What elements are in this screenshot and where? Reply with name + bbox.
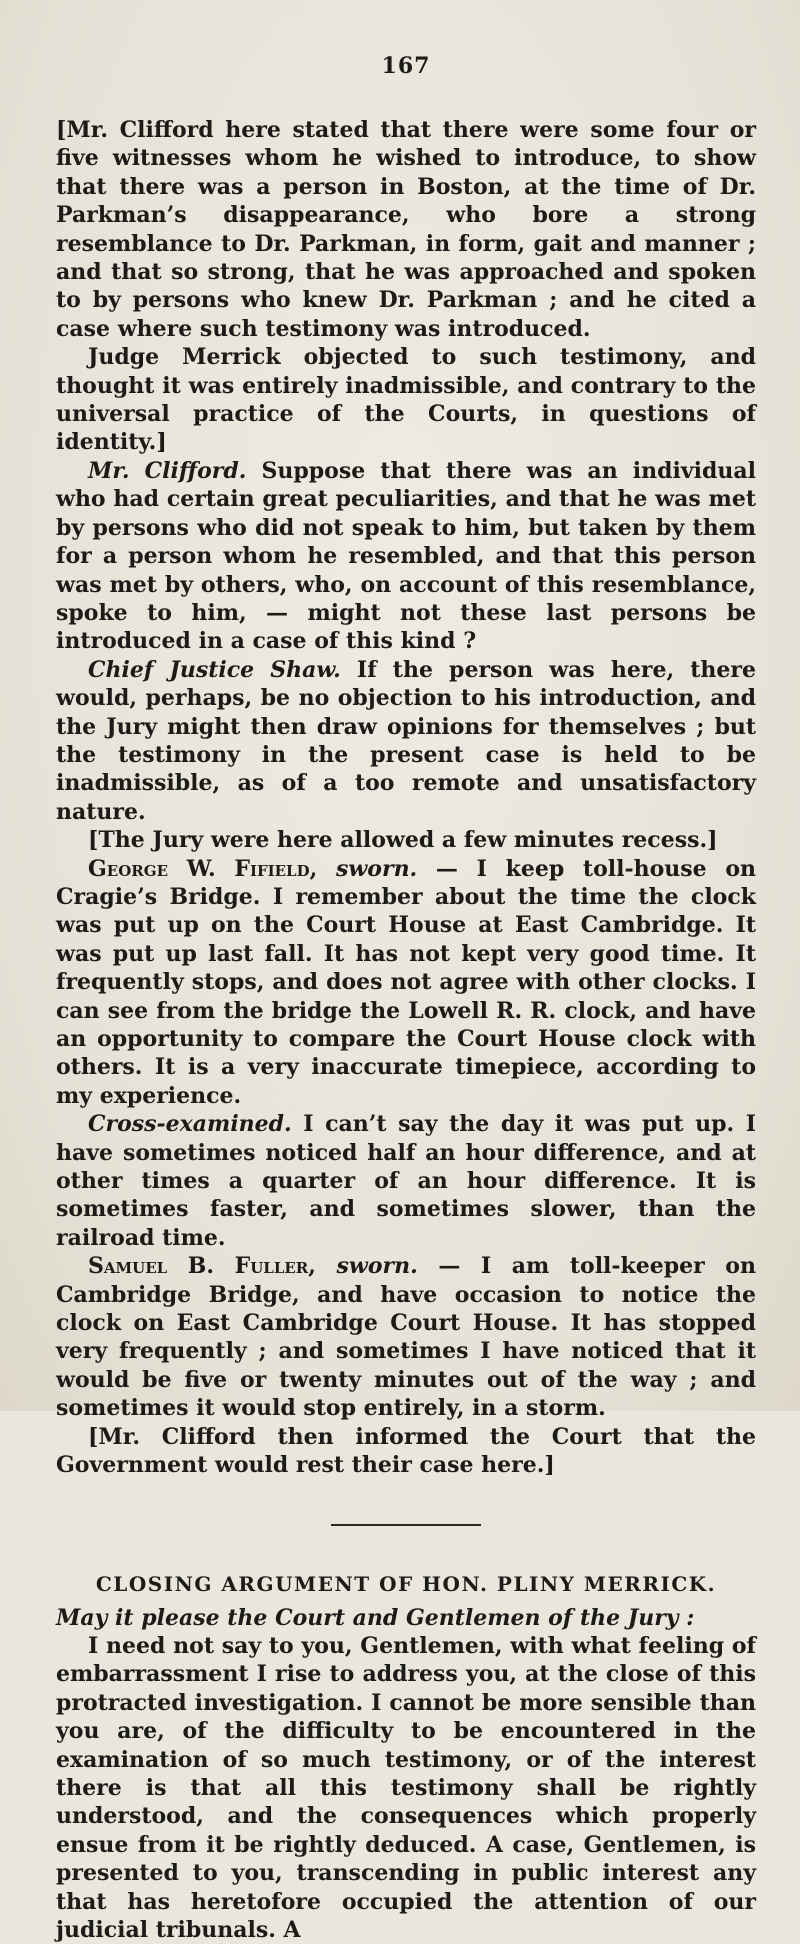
court-address: May it please the Court and Gentlemen of the Jury :	[56, 1604, 695, 1631]
paragraph-text: Suppose that there was an individual who had certain great peculiarities, and that he was met by persons who did not speak to him, but taken by them for a person whom he resembled, and that this person was met by others, who, on account of this resemblance, spoke to him, — might not these last persons be introduced in a case of this kind ?	[56, 457, 756, 655]
paragraph-text: If the person was here, there would, perhaps, be no objection to his introduction, and the Jury might then draw opinions for themselves ; but the testimony in the present case is held to be inadmissible, as of a too remote and unsatisfactory nature.	[56, 656, 757, 825]
paragraph-cross-examined	[56, 1110, 756, 1252]
paragraph-chief-justice	[56, 656, 756, 826]
witness-fifield: George W. Fifield,	[88, 855, 318, 882]
paragraph-merrick-objection: Judge Merrick objected to such testimony, and thought it was entirely inadmissible, and contrary to the universal practice of the Courts, in questions of identity.]	[56, 344, 756, 456]
speaker-chief-justice: Chief Justice Shaw.	[88, 656, 341, 683]
witness-fuller: Samuel B. Fuller,	[88, 1253, 316, 1280]
sworn-label: sworn.	[317, 855, 418, 882]
paragraph-fifield-testimony	[56, 855, 756, 1111]
paragraph-clifford-witnesses: [Mr. Clifford here stated that there were some four or five witnesses whom he wished to introduce, to show that there was a person in Boston, at the time of Dr. Parkman’s disappearance, who bore a strong resemblance to Dr. Parkman, in form, gait and manner ; and that so strong, that he was approached and spoken to by persons who knew Dr. Parkman ; and he cited a case where such testimony was introduced.	[56, 117, 756, 342]
page-number: 167	[381, 53, 431, 79]
cross-examined-label: Cross-examined.	[88, 1111, 292, 1138]
section-divider	[331, 1524, 481, 1526]
paragraph-fuller-testimony	[56, 1252, 756, 1422]
paragraph-closing-argument: I need not say to you, Gentlemen, with what feeling of embarrassment I rise to address you, at the close of this protracted investigation. I cannot be more sensible than you are, of the difficulty to be encountered in the examination of so much testimony, or of the interest there is that all this testimony shall be rightly understood, and the consequences which properly ensue from it be rightly deduced. A case, Gentlemen, is presented to you, transcending in public interest any that has heretofore occupied the attention of our judicial tribunals. A	[56, 1632, 756, 1943]
speaker-clifford: Mr. Clifford.	[88, 457, 247, 484]
paragraph-text: I can’t say the day it was put up. I have sometimes noticed half an hour difference, and at other times a quarter of an hour difference. It is sometimes faster, and sometimes slower, than the railroad time.	[56, 1111, 756, 1251]
closing-argument-heading: CLOSING ARGUMENT OF HON. PLINY MERRICK.	[95, 1571, 717, 1596]
paragraph-government-rests: [Mr. Clifford then informed the Court that the Government would rest their case here.]	[56, 1423, 756, 1479]
sworn-label: sworn.	[315, 1253, 418, 1280]
paragraph-text: — I keep toll-house on Cragie’s Bridge. I remember about the time the clock was put up on the Court House at East Cambridge. It was put up last fall. It has not kept very good time. It frequently stops, and does not agree with other clocks. I can see from the bridge the Lowell R. R. clock, and have an opportunity to compare the Court House clock with others. It is a very inaccurate timepiece, according to my experience.	[56, 855, 756, 1109]
paragraph-text: — I am toll-keeper on Cambridge Bridge, and have occasion to notice the clock on East Cambridge Court House. It has stopped very frequently ; and sometimes I have noticed that it would be five or twenty minutes out of the way ; and sometimes it would stop entirely, in a storm.	[56, 1253, 756, 1422]
paragraph-jury-recess: [The Jury were here allowed a few minutes recess.]	[88, 827, 718, 854]
paragraph-clifford-argument	[56, 457, 756, 656]
